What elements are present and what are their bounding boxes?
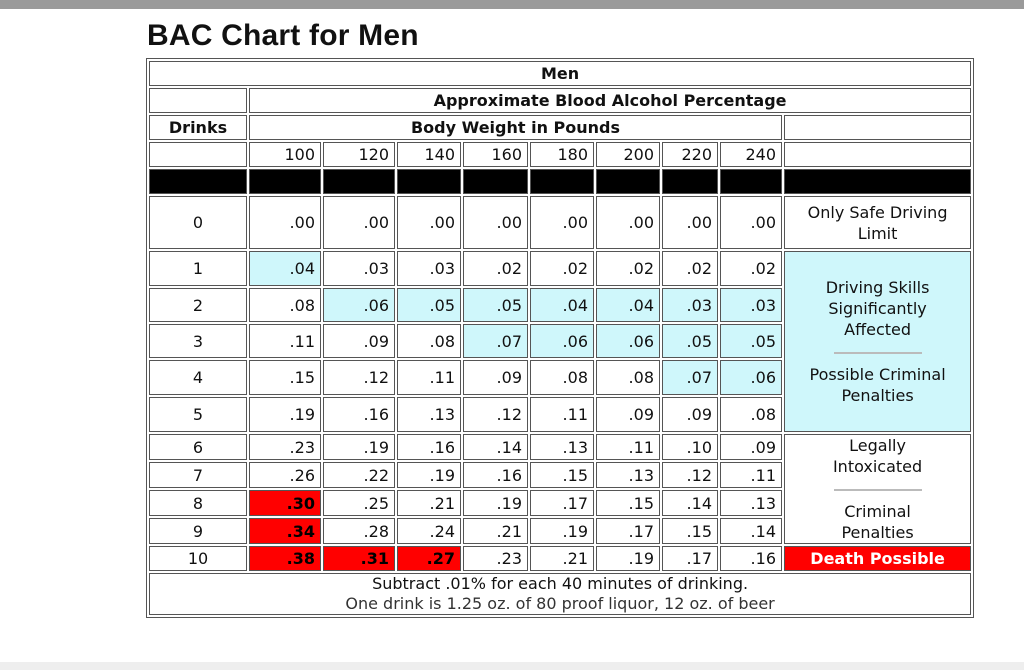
bac-cell: .02	[662, 251, 718, 286]
bac-cell: .15	[530, 462, 594, 488]
bac-cell: .19	[397, 462, 461, 488]
bac-cell: .02	[463, 251, 528, 286]
bac-cell: .07	[662, 360, 718, 395]
bac-cell: .25	[323, 490, 395, 516]
bac-cell: .15	[249, 360, 321, 395]
black-band	[149, 169, 971, 194]
bac-cell: .00	[397, 196, 461, 249]
bac-cell: .06	[323, 288, 395, 322]
bac-cell: .00	[249, 196, 321, 249]
bac-cell: .22	[323, 462, 395, 488]
empty-cell	[784, 142, 971, 167]
weight-header: 100	[249, 142, 321, 167]
bac-cell: .19	[249, 397, 321, 432]
bac-cell: .38	[249, 546, 321, 571]
bac-cell: .34	[249, 518, 321, 544]
bac-cell: .11	[530, 397, 594, 432]
legally-intoxicated-note: Legally Intoxicated	[832, 436, 923, 476]
bac-cell: .16	[463, 462, 528, 488]
bac-cell: .13	[530, 434, 594, 460]
bac-cell: .19	[530, 518, 594, 544]
bac-cell: .23	[463, 546, 528, 571]
empty-cell	[784, 115, 971, 140]
bac-cell: .19	[596, 546, 660, 571]
bac-cell: .02	[720, 251, 782, 286]
group-header: Men	[149, 61, 971, 86]
bac-cell: .10	[662, 434, 718, 460]
bac-table	[146, 58, 974, 618]
bac-cell: .00	[662, 196, 718, 249]
bac-cell: .06	[596, 324, 660, 358]
bac-cell: .13	[720, 490, 782, 516]
bac-cell: .06	[530, 324, 594, 358]
bac-cell: .12	[662, 462, 718, 488]
bac-cell: .14	[720, 518, 782, 544]
bac-cell: .09	[662, 397, 718, 432]
bac-cell: .30	[249, 490, 321, 516]
bac-cell: .26	[249, 462, 321, 488]
empty-cell	[149, 88, 247, 113]
bac-cell: .11	[397, 360, 461, 395]
bac-cell: .03	[720, 288, 782, 322]
bac-cell: .11	[249, 324, 321, 358]
bac-cell: .17	[596, 518, 660, 544]
bac-cell: .04	[596, 288, 660, 322]
bac-cell: .16	[323, 397, 395, 432]
bac-cell: .08	[397, 324, 461, 358]
weight-header: 120	[323, 142, 395, 167]
bac-cell: .11	[720, 462, 782, 488]
weight-header: 220	[662, 142, 718, 167]
bac-cell: .24	[397, 518, 461, 544]
table-row	[149, 196, 971, 249]
bac-cell: .00	[323, 196, 395, 249]
bac-cell: .07	[463, 324, 528, 358]
bac-cell: .03	[662, 288, 718, 322]
bac-cell: .05	[397, 288, 461, 322]
drinks-cell: 3	[149, 324, 247, 358]
impaired-note	[784, 251, 971, 432]
bac-cell: .08	[530, 360, 594, 395]
bac-cell: .00	[530, 196, 594, 249]
bac-cell: .15	[596, 490, 660, 516]
bac-cell: .21	[530, 546, 594, 571]
bac-cell: .04	[249, 251, 321, 286]
bac-cell: .05	[720, 324, 782, 358]
bac-cell: .00	[463, 196, 528, 249]
table-row	[149, 546, 971, 571]
drinks-header: Drinks	[149, 115, 247, 140]
drinks-cell: 4	[149, 360, 247, 395]
bac-cell: .08	[249, 288, 321, 322]
bac-cell: .09	[463, 360, 528, 395]
approx-header: Approximate Blood Alcohol Percentage	[249, 88, 971, 113]
weight-header: 140	[397, 142, 461, 167]
bac-cell: .05	[463, 288, 528, 322]
bac-cell: .03	[397, 251, 461, 286]
bottom-bar	[0, 662, 1024, 670]
footer-row	[149, 573, 971, 615]
bac-cell: .11	[596, 434, 660, 460]
bac-cell: .09	[323, 324, 395, 358]
intoxicated-note	[784, 434, 971, 544]
drinks-cell: 7	[149, 462, 247, 488]
bac-cell: .17	[662, 546, 718, 571]
bac-cell: .12	[323, 360, 395, 395]
bac-cell: .14	[662, 490, 718, 516]
drinks-cell: 6	[149, 434, 247, 460]
weight-header: 240	[720, 142, 782, 167]
bac-cell: .09	[596, 397, 660, 432]
top-bar	[0, 0, 1024, 9]
page-title: BAC Chart for Men	[147, 19, 419, 52]
bac-cell: .08	[596, 360, 660, 395]
bac-cell: .02	[530, 251, 594, 286]
drinks-cell: 8	[149, 490, 247, 516]
divider	[834, 489, 922, 491]
bac-cell: .27	[397, 546, 461, 571]
bac-cell: .15	[662, 518, 718, 544]
criminal-penalties-note: Criminal Penalties	[841, 502, 914, 542]
bac-cell: .08	[720, 397, 782, 432]
table-row	[149, 434, 971, 460]
bac-cell: .04	[530, 288, 594, 322]
bac-cell: .05	[662, 324, 718, 358]
drinks-cell: 9	[149, 518, 247, 544]
bac-cell: .21	[463, 518, 528, 544]
possible-penalties-note: Possible Criminal Penalties	[809, 365, 946, 405]
body-weight-header: Body Weight in Pounds	[249, 115, 782, 140]
footer-note	[149, 573, 971, 615]
bac-cell: .13	[397, 397, 461, 432]
drinks-cell: 1	[149, 251, 247, 286]
bac-cell: .00	[596, 196, 660, 249]
drinks-cell: 0	[149, 196, 247, 249]
divider	[834, 352, 922, 354]
bac-cell: .12	[463, 397, 528, 432]
bac-cell: .21	[397, 490, 461, 516]
empty-cell	[149, 142, 247, 167]
bac-cell: .31	[323, 546, 395, 571]
weight-header: 200	[596, 142, 660, 167]
footer-line-2: One drink is 1.25 oz. of 80 proof liquor, 12 oz. of beer	[345, 594, 775, 613]
bac-cell: .13	[596, 462, 660, 488]
safe-limit-note: Only Safe Driving Limit	[784, 196, 971, 249]
drinks-cell: 5	[149, 397, 247, 432]
weight-header: 180	[530, 142, 594, 167]
bac-cell: .23	[249, 434, 321, 460]
bac-cell: .02	[596, 251, 660, 286]
bac-cell: .03	[323, 251, 395, 286]
bac-cell: .16	[397, 434, 461, 460]
bac-cell: .00	[720, 196, 782, 249]
death-possible-note: Death Possible	[784, 546, 971, 571]
bac-cell: .16	[720, 546, 782, 571]
driving-skills-note: Driving Skills Significantly Affected	[825, 278, 930, 339]
weight-header: 160	[463, 142, 528, 167]
bac-cell: .19	[463, 490, 528, 516]
bac-cell: .06	[720, 360, 782, 395]
drinks-cell: 2	[149, 288, 247, 322]
bac-cell: .14	[463, 434, 528, 460]
footer-line-1: Subtract .01% for each 40 minutes of drinking.	[372, 574, 749, 593]
bac-cell: .17	[530, 490, 594, 516]
table-row	[149, 251, 971, 286]
bac-cell: .19	[323, 434, 395, 460]
drinks-cell: 10	[149, 546, 247, 571]
bac-cell: .09	[720, 434, 782, 460]
bac-cell: .28	[323, 518, 395, 544]
